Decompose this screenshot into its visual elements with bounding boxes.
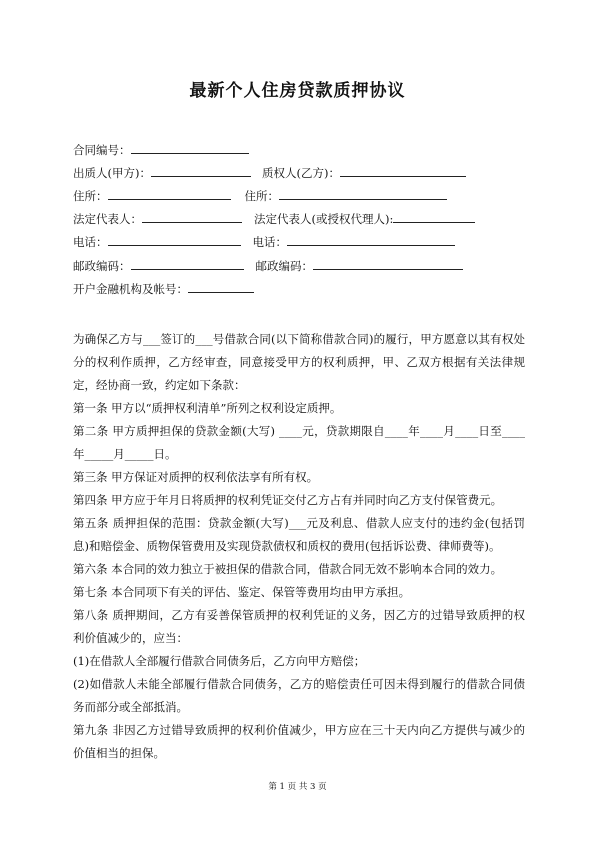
- clause-3: 第三条 甲方保证对质押的权利依法享有所有权。: [73, 470, 319, 484]
- legal-rep-a-label: 法定代表人：: [73, 212, 142, 226]
- legal-rep-a-blank: [142, 211, 242, 223]
- bank-account-row: [73, 281, 254, 296]
- clause-5: 第五条 质押担保的范围：贷款金额(大写)___元及利息、借款人应支付的违约金(包括罚息)和赔偿金、质物保管费用及实现贷款债权和质权的费用(包括诉讼费、律师费等)。: [73, 516, 525, 553]
- paragraph-preamble: 为确保乙方与___签订的___号借款合同(以下简称借款合同)的履行，甲方愿意以其有权处分的权利作质押，乙方经审查，同意接受甲方的权利质押，甲、乙双方根据有关法律规定，经协商一致，约定如下条款：: [73, 332, 525, 392]
- phone-a-label: 电话：: [73, 235, 108, 249]
- clause-8: 第八条 质押期间，乙方有妥善保管质押的权利凭证的义务，因乙方的过错导致质押的权利价值减少的，应当：: [73, 608, 525, 645]
- postcode-row: [73, 258, 463, 273]
- phone-a-blank: [108, 234, 241, 246]
- document-title: 最新个人住房贷款质押协议: [189, 81, 406, 101]
- pledgee-blank: [340, 165, 466, 177]
- legal-rep-b-label: 法定代表人(或授权代理人):: [254, 212, 394, 226]
- phone-b-label: 电话：: [252, 235, 287, 249]
- clause-8-item-2: (2)如借款人未能全部履行借款合同债务，乙方的赔偿责任可因未得到履行的借款合同债务而部分或全部抵消。: [73, 677, 525, 714]
- clause-7: 第七条 本合同项下有关的评估、鉴定、保管等费用均由甲方承担。: [73, 585, 411, 599]
- pledgee-label: 质权人(乙方)：: [261, 166, 340, 180]
- address-b-label: 住所：: [244, 189, 279, 203]
- parties-row: [73, 165, 466, 180]
- phone-b-blank: [287, 234, 455, 246]
- address-a-label: 住所：: [73, 189, 108, 203]
- bank-account-blank: [188, 281, 254, 293]
- legal-rep-b-blank: [393, 211, 475, 223]
- page-number: 第 1 页 共 3 页: [268, 782, 327, 792]
- legal-rep-row: [73, 211, 475, 226]
- postcode-b-label: 邮政编码：: [255, 259, 313, 273]
- contract-no-blank: [131, 142, 249, 154]
- document-body: [73, 328, 525, 765]
- address-b-blank: [279, 188, 447, 200]
- postcode-a-blank: [131, 258, 244, 270]
- postcode-b-blank: [313, 258, 463, 270]
- clause-1: 第一条 甲方以“质押权利清单”所列之权利设定质押。: [73, 401, 342, 415]
- bank-account-label: 开户金融机构及帐号：: [73, 282, 188, 296]
- clause-2: 第二条 甲方质押担保的贷款金额(大写) ____元，贷款期限自____年____月____日至____年_____月_____日。: [73, 424, 525, 461]
- clause-9: 第九条 非因乙方过错导致质押的权利价值减少，甲方应在三十天内向乙方提供与减少的价值相当的担保。: [73, 723, 525, 760]
- pledgor-blank: [151, 165, 251, 177]
- clause-4: 第四条 甲方应于年月日将质押的权利凭证交付乙方占有并同时向乙方支付保管费元。: [73, 493, 503, 507]
- clause-8-item-1: (1)在借款人全部履行借款合同债务后，乙方向甲方赔偿；: [73, 654, 366, 668]
- phone-row: [73, 234, 455, 249]
- contract-no-row: [73, 142, 249, 157]
- clause-6: 第六条 本合同的效力独立于被担保的借款合同，借款合同无效不影响本合同的效力。: [73, 562, 503, 576]
- pledgor-label: 出质人(甲方)：: [73, 166, 151, 180]
- address-row: [73, 188, 447, 203]
- address-a-blank: [108, 188, 231, 200]
- contract-no-label: 合同编号：: [73, 143, 131, 157]
- postcode-a-label: 邮政编码：: [73, 259, 131, 273]
